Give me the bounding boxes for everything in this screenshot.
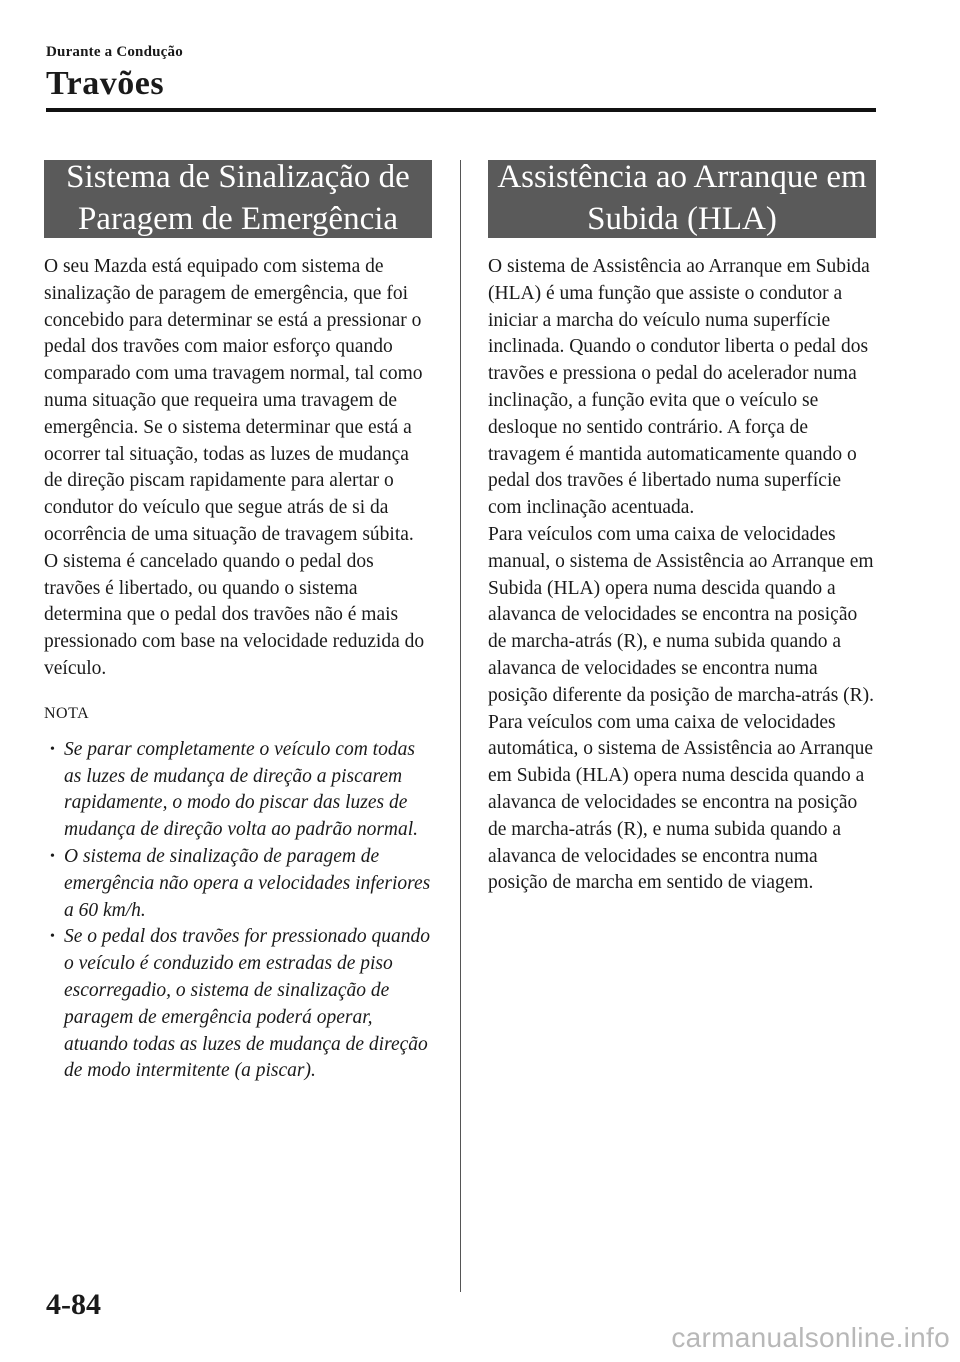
note-text: Se parar completamente o veículo com todas as luzes de mudança de direção a piscarem rapidamente, o modo do piscar das luzes de mudança de direção volta ao padrão normal. xyxy=(64,738,419,841)
emergency-stop-signal-title: Sistema de Sinalização de Paragem de Emergência xyxy=(44,160,432,238)
paragraph: O sistema de Assistência ao Arranque em Subida (HLA) é uma função que assiste o condutor a iniciar a marcha do veículo numa superfície inclinada. Quando o condutor liberta o pedal dos travões e pressiona o pedal do acelerador numa inclinação, a função evita que o veículo se desloque no sentido contrário. A força de travagem é mantida automaticamente quando o pedal dos travões é libertado numa superfície com inclinação acentuada. xyxy=(488,256,870,519)
bullet-icon: • xyxy=(50,929,55,945)
column-divider xyxy=(460,160,461,1292)
note-item xyxy=(44,737,432,844)
note-title: NOTA xyxy=(44,704,90,722)
header-rule xyxy=(46,108,876,112)
page-header xyxy=(46,44,183,103)
note-item xyxy=(44,924,432,1085)
hill-launch-assist-body xyxy=(488,254,876,897)
left-column xyxy=(44,160,432,1085)
note-text: Se o pedal dos travões for pressionado quando o veículo é conduzido em estradas de piso escorregadio, o sistema de sinalização de paragem de emergência poderá operar, atuando todas as luzes de mudança de direção de modo intermitente (a piscar). xyxy=(64,926,430,1082)
chapter-title: Travões xyxy=(46,65,165,102)
bullet-icon: • xyxy=(50,848,55,864)
paragraph: O sistema é cancelado quando o pedal dos travões é libertado, ou quando o sistema determina que o pedal dos travões não é mais pressionado com base na velocidade reduzida do veículo. xyxy=(44,550,425,679)
section-label: Durante a Condução xyxy=(46,44,183,60)
paragraph: O seu Mazda está equipado com sistema de sinalização de paragem de emergência, que foi concebido para determinar se está a pressionar o pedal dos travões com maior esforço quando comparado com uma travagem normal, tal como numa situação que requeira uma travagem de emergência. Se o sistema determinar que está a ocorrer tal situação, todas as luzes de mudança de direção piscam rapidamente para alertar o condutor do veículo que segue atrás de si da ocorrência de uma situação de travagem súbita. xyxy=(44,256,423,545)
page-number: 4-84 xyxy=(46,1288,101,1321)
watermark: carmanualsonline.info xyxy=(671,1322,950,1353)
note-item xyxy=(44,844,432,924)
note-list xyxy=(44,737,432,1085)
emergency-stop-signal-body xyxy=(44,254,432,683)
paragraph: Para veículos com uma caixa de velocidades automática, o sistema de Assistência ao Arranque em Subida (HLA) opera numa descida quando a alavanca de velocidades se encontra na posição de marcha-atrás (R), e numa subida quando a alavanca de velocidades se encontra numa posição de marcha em sentido de viagem. xyxy=(488,711,874,894)
paragraph: Para veículos com uma caixa de velocidades manual, o sistema de Assistência ao Arranque em Subida (HLA) opera numa descida quando a alavanca de velocidades se encontra na posição de marcha-atrás (R), e numa subida quando a alavanca de velocidades se encontra numa posição diferente da posição de marcha-atrás (R). xyxy=(488,523,875,706)
note-text: O sistema de sinalização de paragem de emergência não opera a velocidades inferiores a 60 km/h. xyxy=(64,845,431,921)
bullet-icon: • xyxy=(50,741,55,757)
right-column xyxy=(488,160,876,897)
hill-launch-assist-title: Assistência ao Arranque em Subida (HLA) xyxy=(488,160,876,238)
